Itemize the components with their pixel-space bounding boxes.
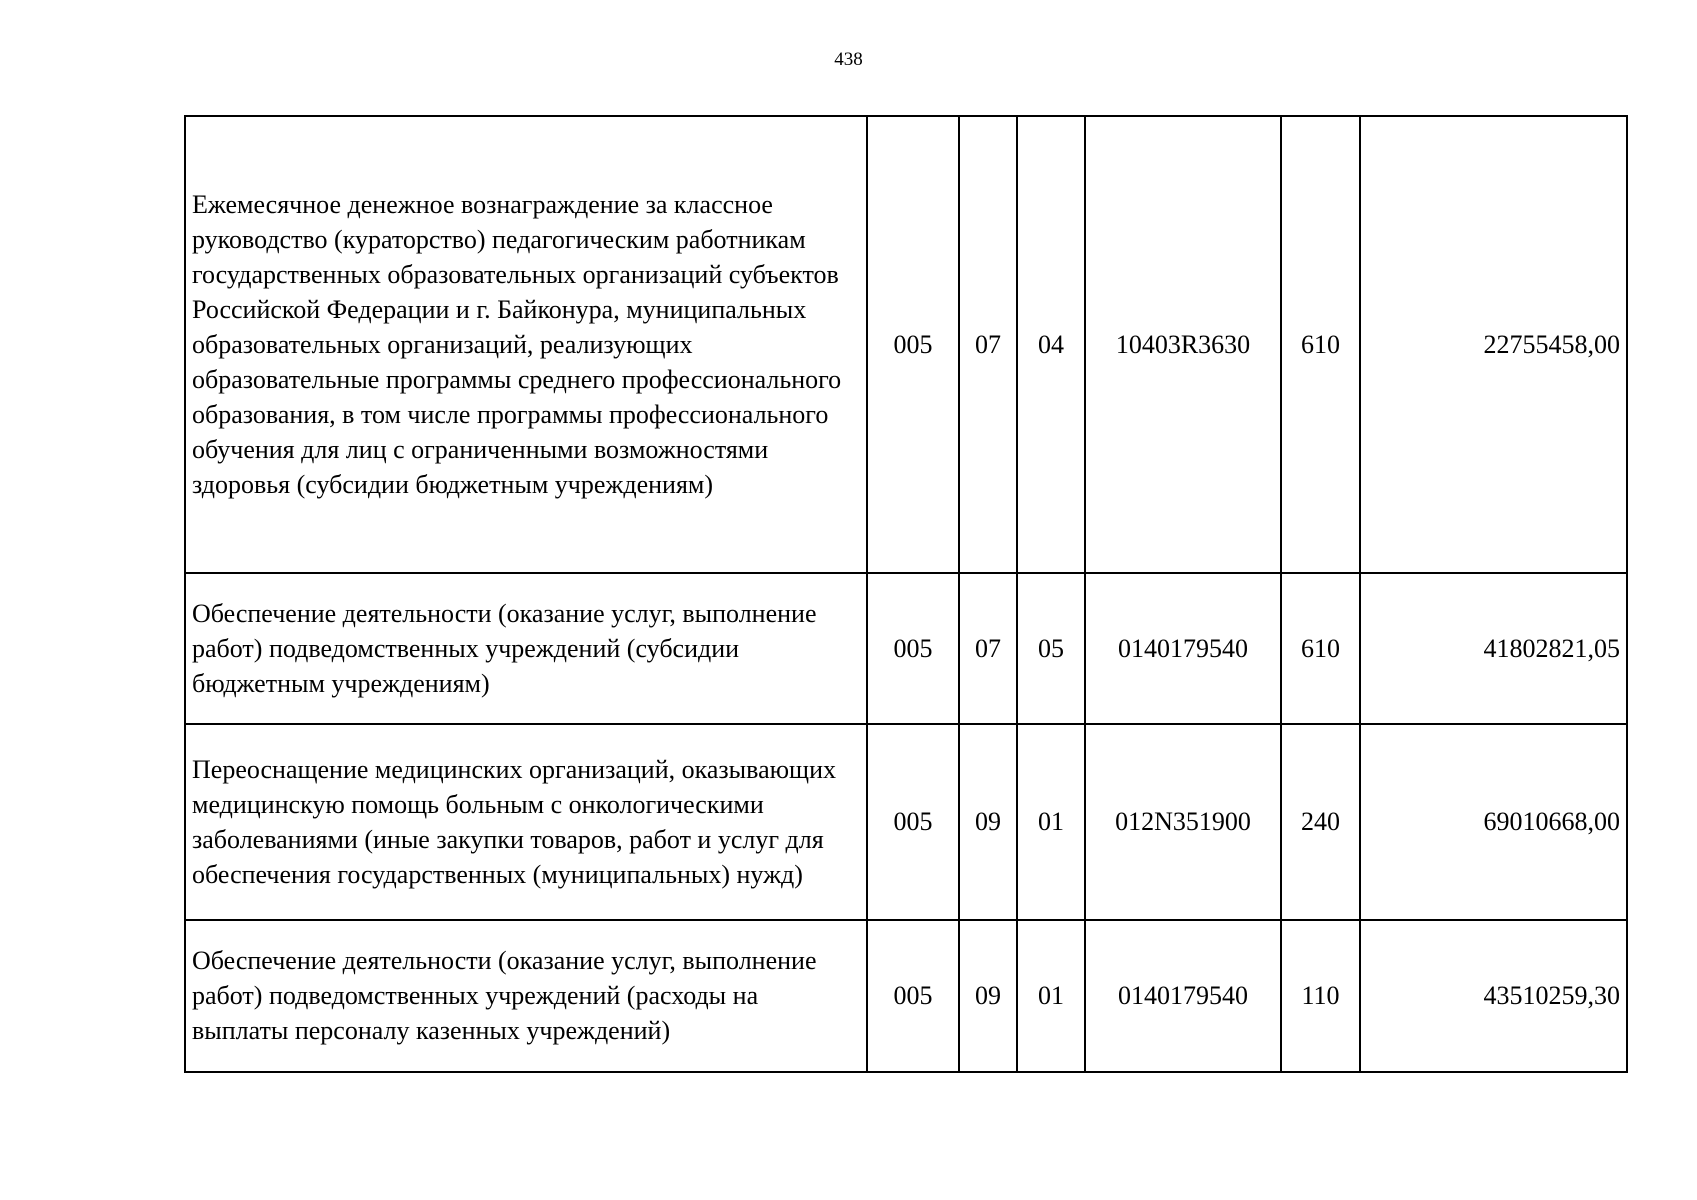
target-article-cell: 0140179540	[1085, 573, 1281, 724]
expense-type-cell: 110	[1281, 920, 1360, 1072]
expense-type-cell: 610	[1281, 573, 1360, 724]
ministry-code-cell: 005	[867, 920, 959, 1072]
target-article-cell: 0140179540	[1085, 920, 1281, 1072]
section-code-cell: 09	[959, 724, 1017, 920]
amount-cell: 69010668,00	[1360, 724, 1627, 920]
ministry-code-cell: 005	[867, 116, 959, 573]
expense-type-cell: 240	[1281, 724, 1360, 920]
page-number: 438	[834, 49, 863, 70]
expense-type-cell: 610	[1281, 116, 1360, 573]
amount-cell: 43510259,30	[1360, 920, 1627, 1072]
section-code-cell: 09	[959, 920, 1017, 1072]
section-code-cell: 07	[959, 116, 1017, 573]
target-article-cell: 012N351900	[1085, 724, 1281, 920]
amount-cell: 22755458,00	[1360, 116, 1627, 573]
ministry-code-cell: 005	[867, 573, 959, 724]
row-description: Обеспечение деятельности (оказание услуг, выполнение работ) подведомственных учреждений (расходы на выплаты персоналу казенных учреждений)	[185, 920, 867, 1072]
table-row	[185, 116, 1627, 573]
row-description: Обеспечение деятельности (оказание услуг, выполнение работ) подведомственных учреждений (субсидии бюджетным учреждениям)	[185, 573, 867, 724]
subsection-code-cell: 05	[1017, 573, 1085, 724]
table-row	[185, 724, 1627, 920]
ministry-code-cell: 005	[867, 724, 959, 920]
subsection-code-cell: 01	[1017, 920, 1085, 1072]
budget-table	[184, 115, 1628, 1073]
target-article-cell: 10403R3630	[1085, 116, 1281, 573]
table-row	[185, 573, 1627, 724]
amount-cell: 41802821,05	[1360, 573, 1627, 724]
section-code-cell: 07	[959, 573, 1017, 724]
table-row	[185, 920, 1627, 1072]
subsection-code-cell: 01	[1017, 724, 1085, 920]
subsection-code-cell: 04	[1017, 116, 1085, 573]
row-description: Ежемесячное денежное вознаграждение за классное руководство (кураторство) педагогическим работникам государственных образовательных организаций субъектов Российской Федерации и г. Байконура, муниципальных образовательных организаций, реализующих образовательные программы среднего профессионального образования, в том числе программы профессионального обучения для лиц с ограниченными возможностями здоровья (субсидии бюджетным учреждениям)	[185, 116, 867, 573]
row-description: Переоснащение медицинских организаций, оказывающих медицинскую помощь больным с онкологическими заболеваниями (иные закупки товаров, работ и услуг для обеспечения государственных (муниципальных) нужд)	[185, 724, 867, 920]
